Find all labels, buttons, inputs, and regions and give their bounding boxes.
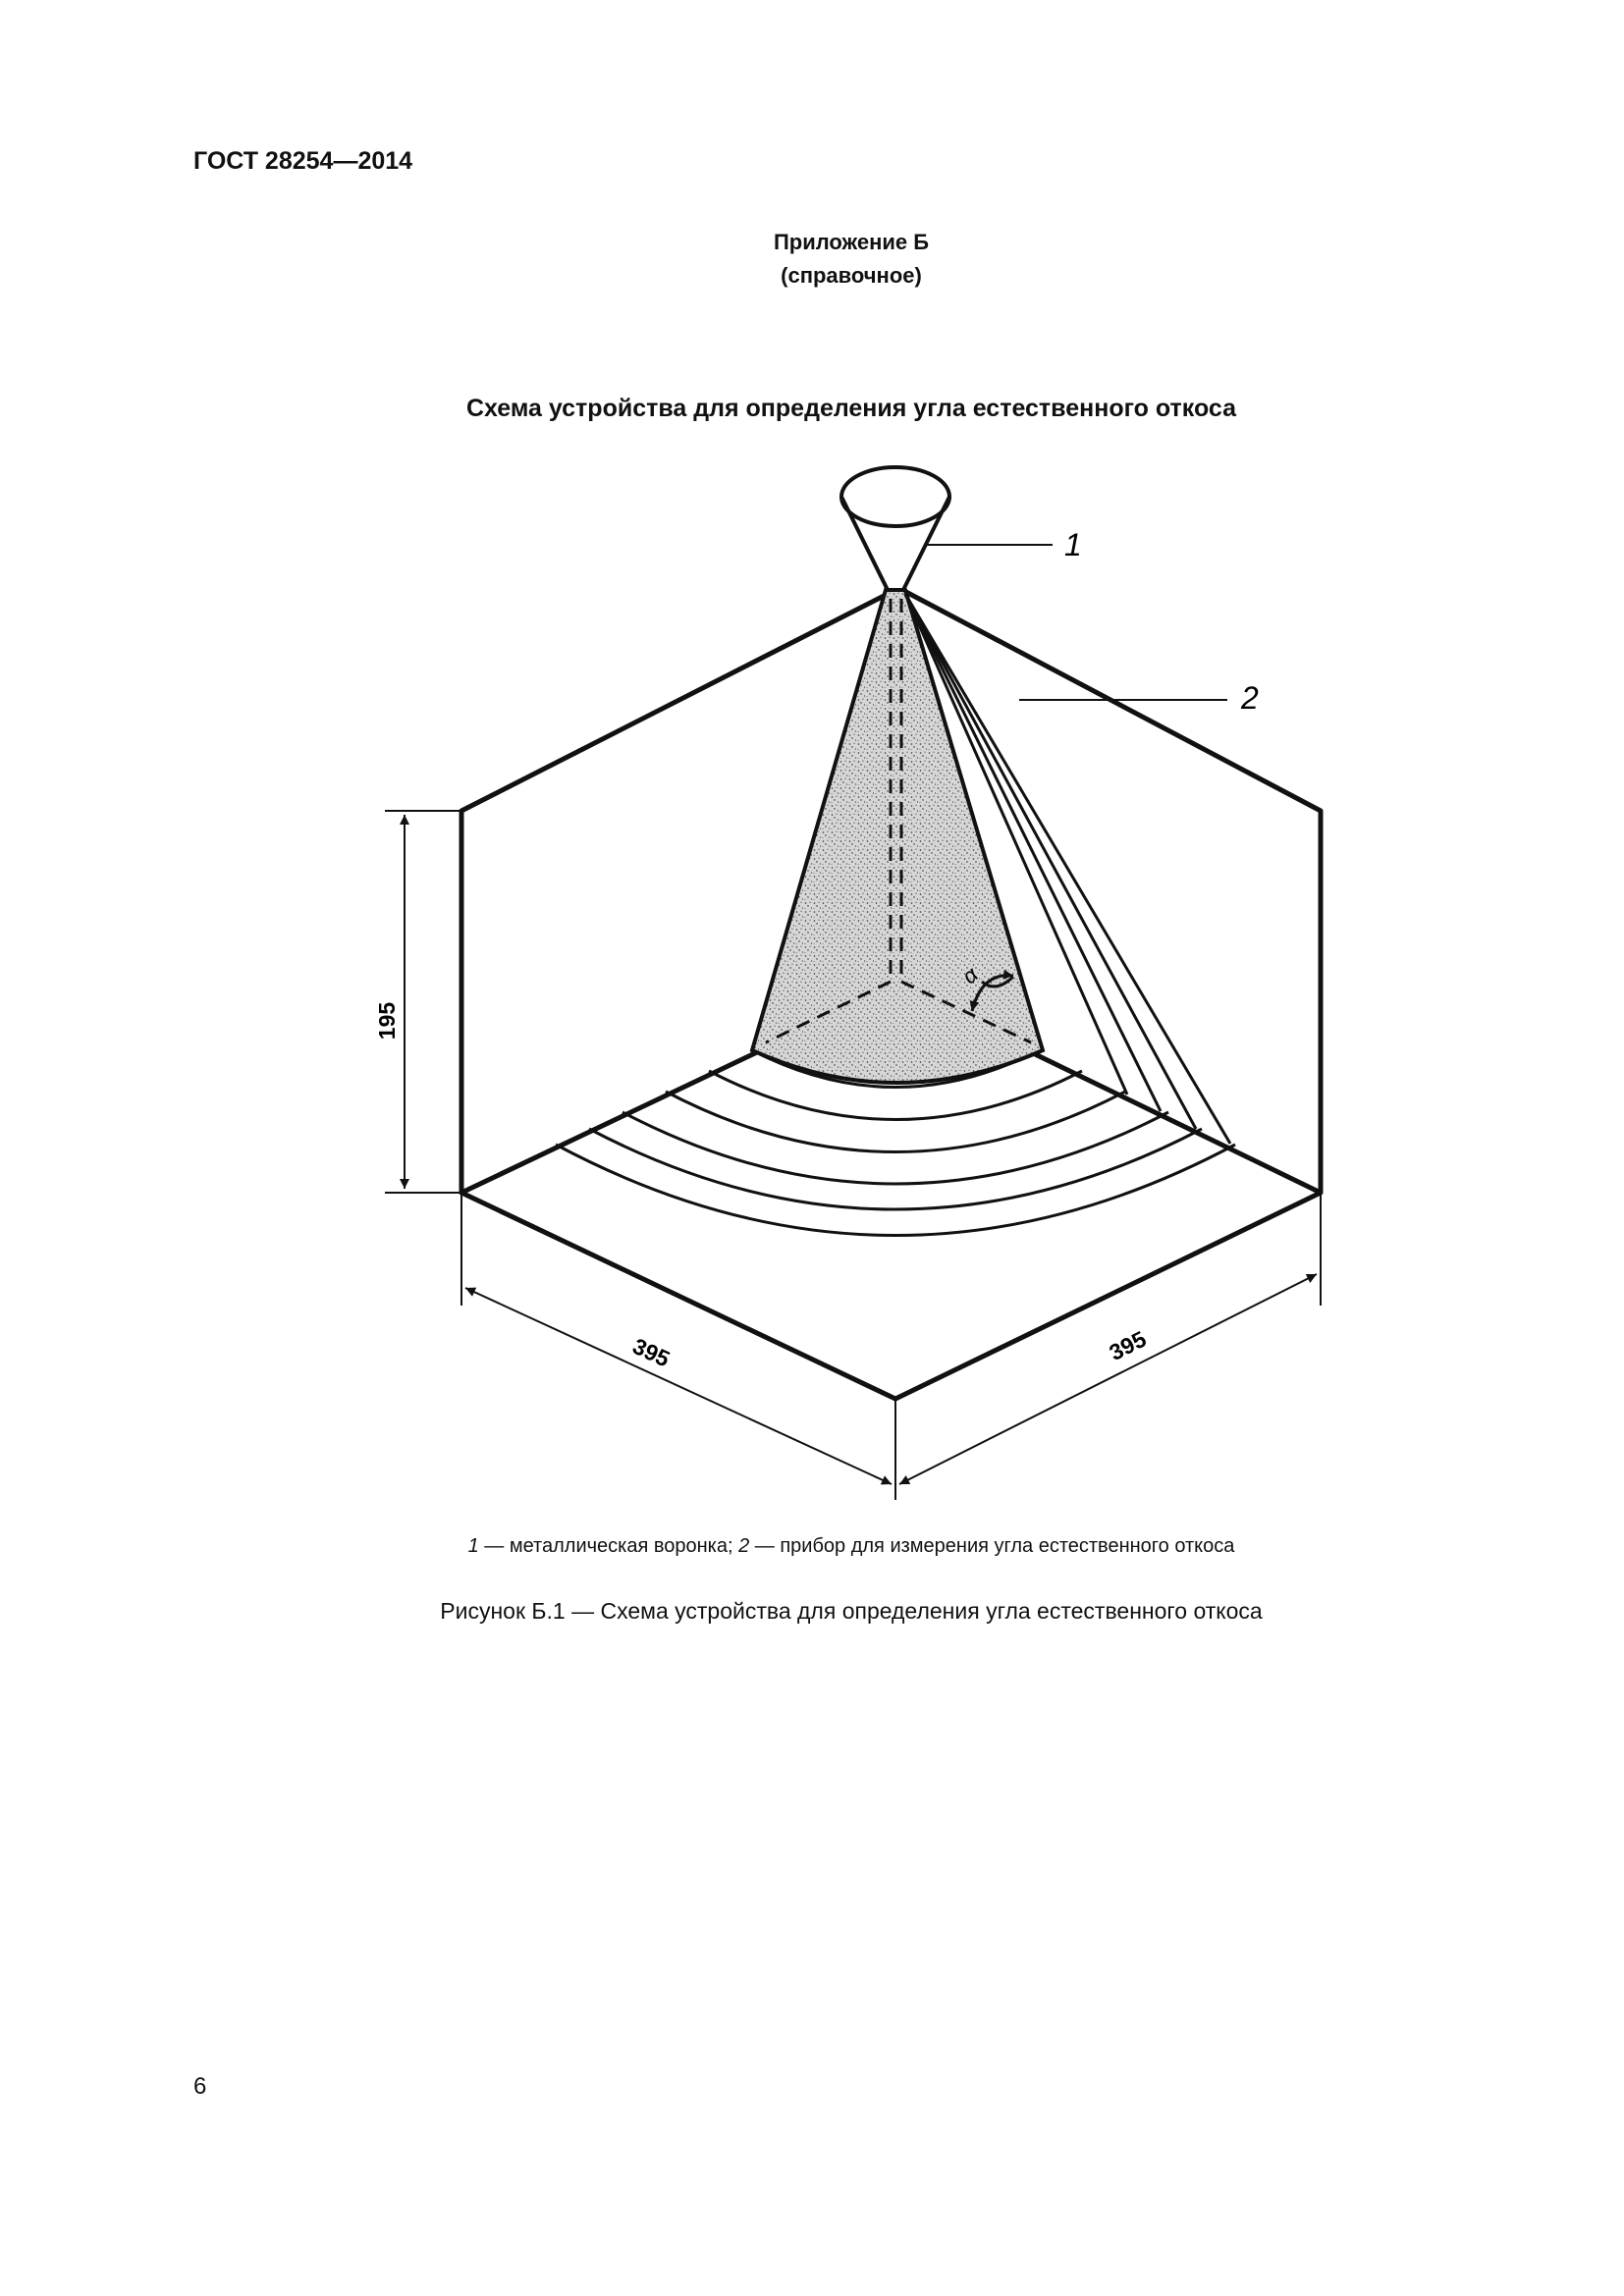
annex-label: Приложение Б — [773, 230, 930, 254]
height-dimension-label: 195 — [374, 1001, 400, 1041]
legend-item-2-text: — прибор для измерения угла естественного откоса — [749, 1535, 1235, 1557]
legend-item-1-number: 1 — [467, 1535, 479, 1557]
legend-item-1-text: — металлическая воронка; — [478, 1535, 739, 1557]
annex-subtitle: (справочное) — [781, 263, 922, 288]
width-dimensions — [461, 1193, 1321, 1500]
angle-label: α — [956, 961, 983, 989]
callout-2-label: 2 — [1241, 680, 1259, 716]
callout-1-label: 1 — [1064, 527, 1082, 562]
funnel — [841, 467, 949, 590]
legend-item-2-number: 2 — [738, 1535, 750, 1557]
height-dimension — [385, 811, 461, 1193]
page-number: 6 — [193, 2073, 207, 2100]
document-code: ГОСТ 28254—2014 — [193, 147, 413, 175]
figure-caption: Рисунок Б.1 — Схема устройства для определения угла естественного откоса — [440, 1598, 1263, 1624]
sand-cone — [752, 590, 1043, 1083]
funnel-rim — [841, 467, 949, 526]
width-right-label: 395 — [1105, 1325, 1151, 1366]
figure-legend — [0, 1535, 1624, 1558]
figure-heading: Схема устройства для определения угла естественного откоса — [465, 395, 1237, 422]
width-left-label: 395 — [628, 1332, 675, 1372]
